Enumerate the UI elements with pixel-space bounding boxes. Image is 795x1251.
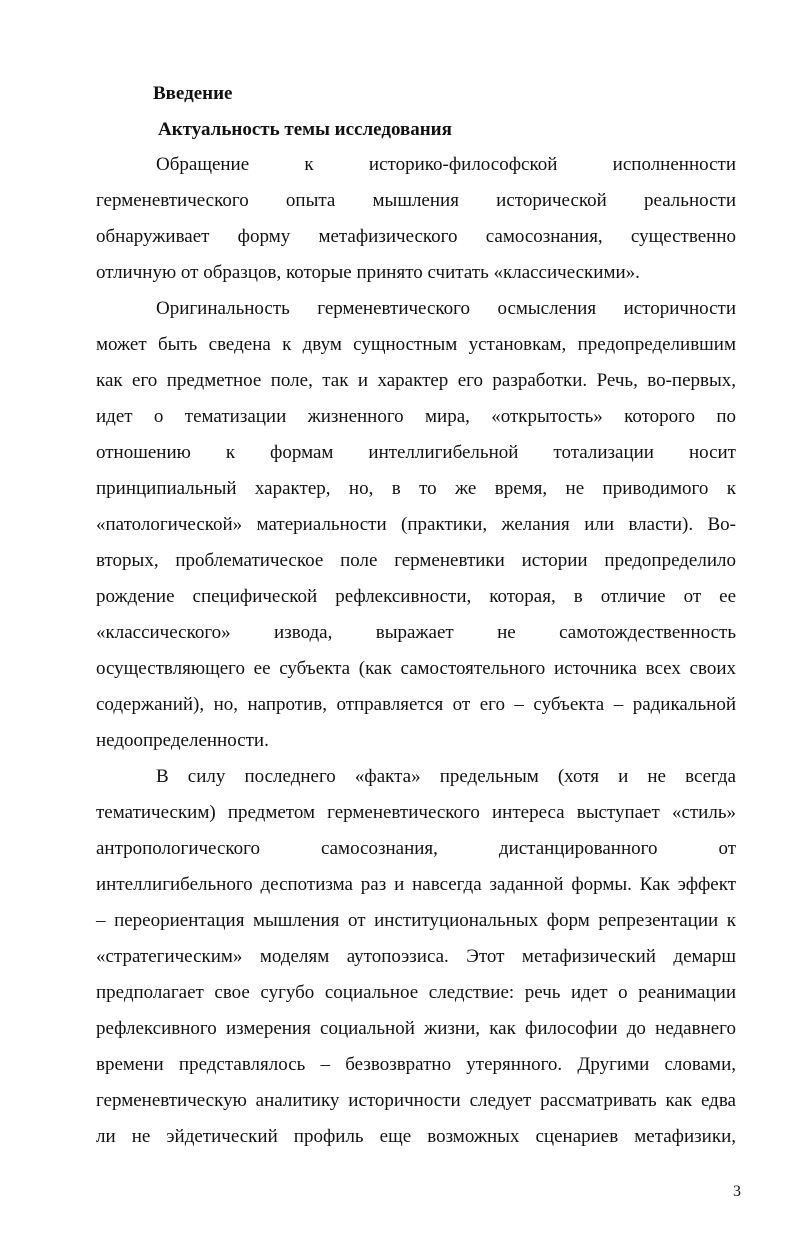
page-number: 3 <box>733 1183 741 1200</box>
text-line: антропологического самосознания, дистанцированного от <box>96 838 736 859</box>
text-line: В силу последнего «факта» предельным (хотя и не всегда <box>156 766 736 787</box>
text-line: принципиальный характер, но, в то же время, не приводимого к <box>96 478 736 499</box>
text-line: Оригинальность герменевтического осмысления историчности <box>156 298 736 319</box>
text-line: отличную от образцов, которые принято считать «классическими». <box>96 262 640 283</box>
text-line: недоопределенности. <box>96 730 269 751</box>
text-line: герменевтического опыта мышления исторической реальности <box>96 190 736 211</box>
text-line: – переориентация мышления от институциональных форм репрезентации к <box>96 910 736 931</box>
text-line: герменевтическую аналитику историчности следует рассматривать как едва <box>96 1090 736 1111</box>
text-line: содержаний), но, напротив, отправляется от его – субъекта – радикальной <box>96 694 736 715</box>
text-line: «классического» извода, выражает не самотождественность <box>96 622 736 643</box>
text-line: ли не эйдетический профиль еще возможных сценариев метафизики, <box>96 1126 736 1147</box>
text-line: как его предметное поле, так и характер его разработки. Речь, во-первых, <box>96 370 736 391</box>
text-line: идет о тематизации жизненного мира, «открытость» которого по <box>96 406 736 427</box>
section-heading-relevance: Актуальность темы исследования <box>158 119 452 140</box>
text-line: тематическим) предметом герменевтического интереса выступает «стиль» <box>96 802 736 823</box>
text-line: интеллигибельного деспотизма раз и навсегда заданной формы. Как эффект <box>96 874 736 895</box>
text-line: отношению к формам интеллигибельной тотализации носит <box>96 442 736 463</box>
text-line: Обращение к историко-философской исполненности <box>156 154 736 175</box>
text-line: обнаруживает форму метафизического самосознания, существенно <box>96 226 736 247</box>
section-heading-introduction: Введение <box>153 83 233 104</box>
text-line: «стратегическим» моделям аутопоэзиса. Этот метафизический демарш <box>96 946 736 967</box>
text-line: может быть сведена к двум сущностным установкам, предопределившим <box>96 334 736 355</box>
text-line: рефлексивного измерения социальной жизни, как философии до недавнего <box>96 1018 736 1039</box>
text-line: времени представлялось – безвозвратно утерянного. Другими словами, <box>96 1054 736 1075</box>
text-line: осуществляющего ее субъекта (как самостоятельного источника всех своих <box>96 658 736 679</box>
text-line: рождение специфической рефлексивности, которая, в отличие от ее <box>96 586 736 607</box>
text-line: «патологической» материальности (практики, желания или власти). Во- <box>96 514 736 535</box>
text-line: вторых, проблематическое поле герменевтики истории предопределило <box>96 550 736 571</box>
text-line: предполагает свое сугубо социальное следствие: речь идет о реанимации <box>96 982 736 1003</box>
